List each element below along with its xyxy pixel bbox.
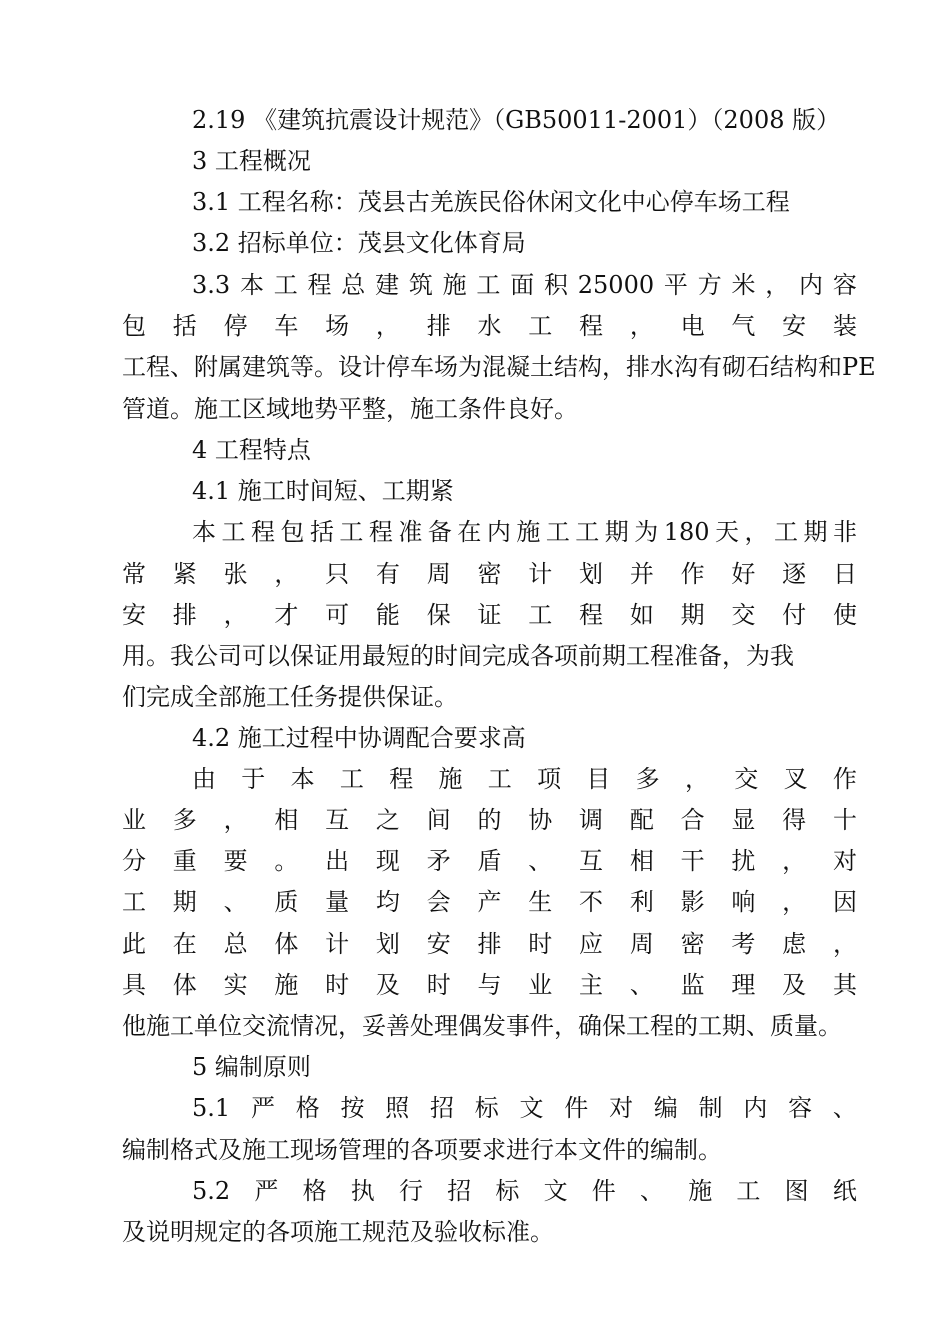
justified-character: 紧 [172, 560, 197, 588]
justified-character: 安 [426, 930, 451, 958]
justified-character: 项 [537, 765, 562, 793]
justified-character: ， [629, 312, 654, 340]
justified-character: 有 [375, 560, 400, 588]
justified-character: 非 [832, 518, 857, 546]
justified-character: ， [782, 847, 807, 875]
justified-character: 付 [782, 601, 807, 629]
justified-character: 工 [476, 271, 501, 299]
paragraph-3-3-line-2 [122, 309, 857, 343]
justified-character: 备 [427, 518, 452, 546]
justified-character: 排 [172, 601, 197, 629]
justified-character: 工 [487, 765, 512, 793]
justified-character: 排 [477, 930, 502, 958]
justified-character: 日 [832, 560, 857, 588]
justified-character: 干 [680, 847, 705, 875]
justified-character: 理 [731, 971, 756, 999]
justified-character: 只 [325, 560, 350, 588]
justified-character: 招 [447, 1177, 472, 1205]
justified-character: 合 [680, 806, 705, 834]
justified-character: 积 [543, 271, 568, 299]
paragraph-3-3-line-3: 工程、附属建筑等。设计停车场为混凝土结构，排水沟有砌石结构和PE [122, 353, 876, 381]
justified-character: 格 [302, 1177, 327, 1205]
justified-character: 矛 [426, 847, 451, 875]
justified-character: 业 [122, 806, 146, 834]
justified-character: 周 [426, 560, 451, 588]
justified-text [122, 844, 857, 878]
justified-character: 本 [192, 518, 216, 546]
justified-character: 内 [743, 1094, 768, 1122]
justified-text [122, 885, 857, 919]
justified-character: 程 [368, 518, 393, 546]
paragraph-4-1-line-5: 们完成全部施工任务提供保证。 [122, 683, 458, 711]
justified-character: 及 [782, 971, 807, 999]
justified-character: 得 [782, 806, 807, 834]
justified-character: 。 [274, 847, 299, 875]
justified-text [192, 1091, 857, 1125]
justified-character: 施 [442, 271, 467, 299]
justified-character: 质 [274, 888, 299, 916]
justified-text [192, 515, 857, 549]
justified-character: 180 [663, 518, 710, 546]
justified-character: 3.3 [192, 271, 231, 299]
paragraph-4-1-line-2 [122, 557, 857, 591]
justified-character: 建 [375, 271, 400, 299]
paragraph-3-3-line-1 [192, 268, 857, 302]
justified-character: 响 [731, 888, 756, 916]
project-name-line: 3.1 工程名称：茂县古羌族民俗休闲文化中心停车场工程 [192, 188, 790, 216]
justified-text [122, 968, 857, 1002]
justified-character: 施 [274, 971, 299, 999]
justified-character: 使 [832, 601, 857, 629]
justified-character: 调 [579, 806, 604, 834]
justified-character: 程 [250, 518, 275, 546]
justified-character: 要 [223, 847, 248, 875]
justified-character: 应 [579, 930, 604, 958]
justified-character: 安 [782, 312, 807, 340]
justified-character: 可 [325, 601, 350, 629]
section-heading-3: 3 工程概况 [192, 147, 311, 175]
justified-character: 虑 [782, 930, 807, 958]
justified-character: 目 [586, 765, 611, 793]
justified-character: 于 [241, 765, 266, 793]
justified-character: 利 [629, 888, 654, 916]
justified-character: 主 [579, 971, 604, 999]
justified-character: 互 [325, 806, 350, 834]
justified-character: 具 [122, 971, 146, 999]
justified-character: 量 [325, 888, 350, 916]
paragraph-5-1-line-2: 编制格式及施工现场管理的各项要求进行本文件的编制。 [122, 1136, 722, 1164]
justified-character: 标 [495, 1177, 520, 1205]
justified-character: 程 [579, 601, 604, 629]
justified-character: 施 [688, 1177, 713, 1205]
justified-character: 重 [172, 847, 197, 875]
justified-character: 25000 [577, 271, 655, 299]
justified-character: 图 [784, 1177, 809, 1205]
justified-character: 体 [172, 971, 197, 999]
justified-character: 件 [591, 1177, 616, 1205]
justified-text [122, 598, 857, 632]
justified-character: 监 [680, 971, 705, 999]
justified-character: 其 [832, 971, 857, 999]
paragraph-5-2-line-1 [192, 1174, 857, 1208]
justified-character: 协 [528, 806, 553, 834]
tender-unit-line: 3.2 招标单位：茂县文化体育局 [192, 229, 526, 257]
justified-character: 停 [223, 312, 248, 340]
justified-character: ， [832, 930, 857, 958]
paragraph-4-2-line-1 [192, 762, 857, 796]
justified-character: 程 [389, 765, 414, 793]
justified-character: 十 [832, 806, 857, 834]
justified-character: 在 [172, 930, 197, 958]
justified-character: 计 [325, 930, 350, 958]
paragraph-5-1-line-1 [192, 1091, 857, 1125]
justified-character: 气 [731, 312, 756, 340]
paragraph-4-2-line-7: 他施工单位交流情况，妥善处理偶发事件，确保工程的工期、质量。 [122, 1012, 842, 1040]
justified-character: ， [765, 271, 790, 299]
paragraph-4-2-line-2 [122, 803, 857, 837]
justified-character: 叉 [783, 765, 808, 793]
justified-character: ， [274, 560, 299, 588]
paragraph-4-1-line-4: 用。我公司可以保证用最短的时间完成各项前期工程准备，为我 [122, 642, 794, 670]
justified-character: 容 [832, 271, 857, 299]
justified-character: 相 [274, 806, 299, 834]
justified-character: 业 [528, 971, 553, 999]
justified-character: 本 [239, 271, 264, 299]
justified-character: 制 [698, 1094, 723, 1122]
justified-character: 期 [803, 518, 828, 546]
justified-character: 水 [477, 312, 502, 340]
justified-character: 现 [375, 847, 400, 875]
justified-text [192, 1174, 857, 1208]
justified-character: 包 [280, 518, 305, 546]
paragraph-4-2-line-4 [122, 885, 857, 919]
justified-character: 米 [731, 271, 756, 299]
justified-character: 划 [375, 930, 400, 958]
justified-character: 内 [486, 518, 511, 546]
justified-character: 出 [325, 847, 350, 875]
justified-character: 工 [273, 271, 298, 299]
justified-character: 产 [477, 888, 502, 916]
justified-character: 纸 [832, 1177, 857, 1205]
justified-character: 程 [579, 312, 604, 340]
justified-character: 因 [832, 888, 857, 916]
justified-character: 作 [680, 560, 705, 588]
justified-character: 行 [398, 1177, 423, 1205]
paragraph-4-2-line-5 [122, 927, 857, 961]
justified-character: 本 [290, 765, 315, 793]
justified-character: 按 [340, 1094, 365, 1122]
justified-character: 场 [325, 312, 350, 340]
justified-character: 总 [223, 930, 248, 958]
justified-character: 好 [731, 560, 756, 588]
justified-character: 工 [339, 765, 364, 793]
justified-character: 互 [579, 847, 604, 875]
section-heading-4: 4 工程特点 [192, 436, 311, 464]
justified-character: 安 [122, 601, 146, 629]
paragraph-4-1-line-1 [192, 515, 857, 549]
justified-character: 周 [629, 930, 654, 958]
justified-character: 密 [477, 560, 502, 588]
justified-character: 工 [545, 518, 570, 546]
justified-text [122, 557, 857, 591]
justified-character: 盾 [477, 847, 502, 875]
justified-character: 、 [832, 1094, 857, 1122]
justified-character: 执 [350, 1177, 375, 1205]
justified-character: 与 [477, 971, 502, 999]
justified-character: 工 [575, 518, 600, 546]
justified-character: ， [744, 518, 769, 546]
justified-character: 张 [223, 560, 248, 588]
justified-character: 考 [731, 930, 756, 958]
paragraph-4-1-line-3 [122, 598, 857, 632]
justified-character: 严 [250, 1094, 275, 1122]
justified-character: 保 [426, 601, 451, 629]
justified-character: 容 [788, 1094, 813, 1122]
paragraph-3-3-line-4: 管道。施工区域地势平整，施工条件良好。 [122, 395, 578, 423]
justified-character: 显 [731, 806, 756, 834]
justified-text [192, 762, 857, 796]
justified-character: 工 [339, 518, 364, 546]
justified-character: 5.2 [192, 1177, 231, 1205]
paragraph-5-2-line-2: 及说明规定的各项施工规范及验收标准。 [122, 1218, 554, 1246]
justified-character: 不 [579, 888, 604, 916]
justified-character: 内 [799, 271, 824, 299]
justified-character: 排 [426, 312, 451, 340]
reference-line-2-19: 2.19 《建筑抗震设计规范》（GB50011-2001）（2008 版） [192, 106, 841, 134]
justified-character: 对 [609, 1094, 634, 1122]
justified-character: 工 [221, 518, 246, 546]
paragraph-4-2-line-3 [122, 844, 857, 878]
justified-text [192, 268, 857, 302]
justified-character: 证 [477, 601, 502, 629]
justified-character: 编 [653, 1094, 678, 1122]
justified-character: 工 [528, 312, 553, 340]
justified-character: 逐 [782, 560, 807, 588]
justified-text [122, 927, 857, 961]
justified-character: 严 [254, 1177, 279, 1205]
justified-text [122, 803, 857, 837]
justified-character: 电 [680, 312, 705, 340]
justified-character: 面 [510, 271, 535, 299]
justified-character: 、 [640, 1177, 664, 1205]
justified-character: 影 [680, 888, 705, 916]
justified-character: 期 [604, 518, 629, 546]
justified-character: 的 [477, 806, 502, 834]
justified-character: 会 [426, 888, 451, 916]
justified-character: 准 [398, 518, 423, 546]
justified-character: 时 [528, 930, 553, 958]
justified-character: 标 [474, 1094, 499, 1122]
justified-character: 天 [715, 518, 740, 546]
justified-character: 体 [274, 930, 299, 958]
justified-character: 在 [457, 518, 482, 546]
justified-character: 期 [680, 601, 705, 629]
subsection-heading-4-2: 4.2 施工过程中协调配合要求高 [192, 724, 526, 752]
justified-character: 招 [430, 1094, 454, 1122]
justified-character: 文 [519, 1094, 544, 1122]
justified-character: 5.1 [192, 1094, 231, 1122]
justified-character: 施 [438, 765, 463, 793]
justified-character: 文 [543, 1177, 568, 1205]
justified-character: 括 [309, 518, 334, 546]
justified-character: 装 [832, 312, 857, 340]
justified-character: 程 [307, 271, 332, 299]
justified-character: ， [684, 765, 709, 793]
justified-character: 件 [564, 1094, 589, 1122]
justified-character: 工 [774, 518, 799, 546]
justified-character: 照 [385, 1094, 410, 1122]
justified-character: 时 [325, 971, 350, 999]
justified-character: 此 [122, 930, 146, 958]
justified-character: 实 [223, 971, 248, 999]
justified-character: 划 [579, 560, 604, 588]
justified-character: 才 [274, 601, 299, 629]
justified-character: ， [223, 601, 248, 629]
justified-character: 多 [635, 765, 660, 793]
justified-character: 常 [122, 560, 146, 588]
justified-character: 、 [629, 971, 654, 999]
justified-character: 格 [295, 1094, 320, 1122]
justified-character: 工 [736, 1177, 761, 1205]
justified-character: 多 [172, 806, 197, 834]
justified-character: 工 [528, 601, 553, 629]
justified-character: 相 [629, 847, 654, 875]
justified-character: 均 [375, 888, 400, 916]
justified-character: 、 [528, 847, 553, 875]
justified-character: 之 [375, 806, 400, 834]
justified-character: 生 [528, 888, 553, 916]
justified-character: ， [375, 312, 400, 340]
justified-character: 分 [122, 847, 146, 875]
justified-character: 工 [122, 888, 146, 916]
justified-character: 并 [629, 560, 654, 588]
justified-character: 施 [516, 518, 541, 546]
justified-character: 作 [832, 765, 857, 793]
justified-character: 期 [172, 888, 197, 916]
justified-character: 由 [192, 765, 216, 793]
justified-character: 扰 [731, 847, 756, 875]
subsection-heading-4-1: 4.1 施工时间短、工期紧 [192, 477, 454, 505]
justified-character: 计 [528, 560, 553, 588]
justified-character: 包 [122, 312, 146, 340]
justified-character: ， [782, 888, 807, 916]
justified-character: 及 [375, 971, 400, 999]
justified-character: 括 [172, 312, 197, 340]
section-heading-5: 5 编制原则 [192, 1053, 311, 1081]
justified-character: 对 [832, 847, 857, 875]
justified-character: 总 [341, 271, 366, 299]
justified-character: 方 [697, 271, 722, 299]
justified-character: 为 [634, 518, 659, 546]
justified-character: 时 [426, 971, 451, 999]
justified-character: ， [223, 806, 248, 834]
justified-character: 、 [223, 888, 248, 916]
paragraph-4-2-line-6 [122, 968, 857, 1002]
justified-character: 配 [629, 806, 654, 834]
justified-character: 车 [274, 312, 299, 340]
justified-character: 筑 [408, 271, 433, 299]
justified-character: 交 [731, 601, 756, 629]
justified-character: 平 [663, 271, 688, 299]
justified-character: 能 [375, 601, 400, 629]
justified-character: 间 [426, 806, 451, 834]
justified-character: 密 [680, 930, 705, 958]
justified-character: 交 [734, 765, 759, 793]
justified-text [122, 309, 857, 343]
justified-character: 如 [629, 601, 654, 629]
